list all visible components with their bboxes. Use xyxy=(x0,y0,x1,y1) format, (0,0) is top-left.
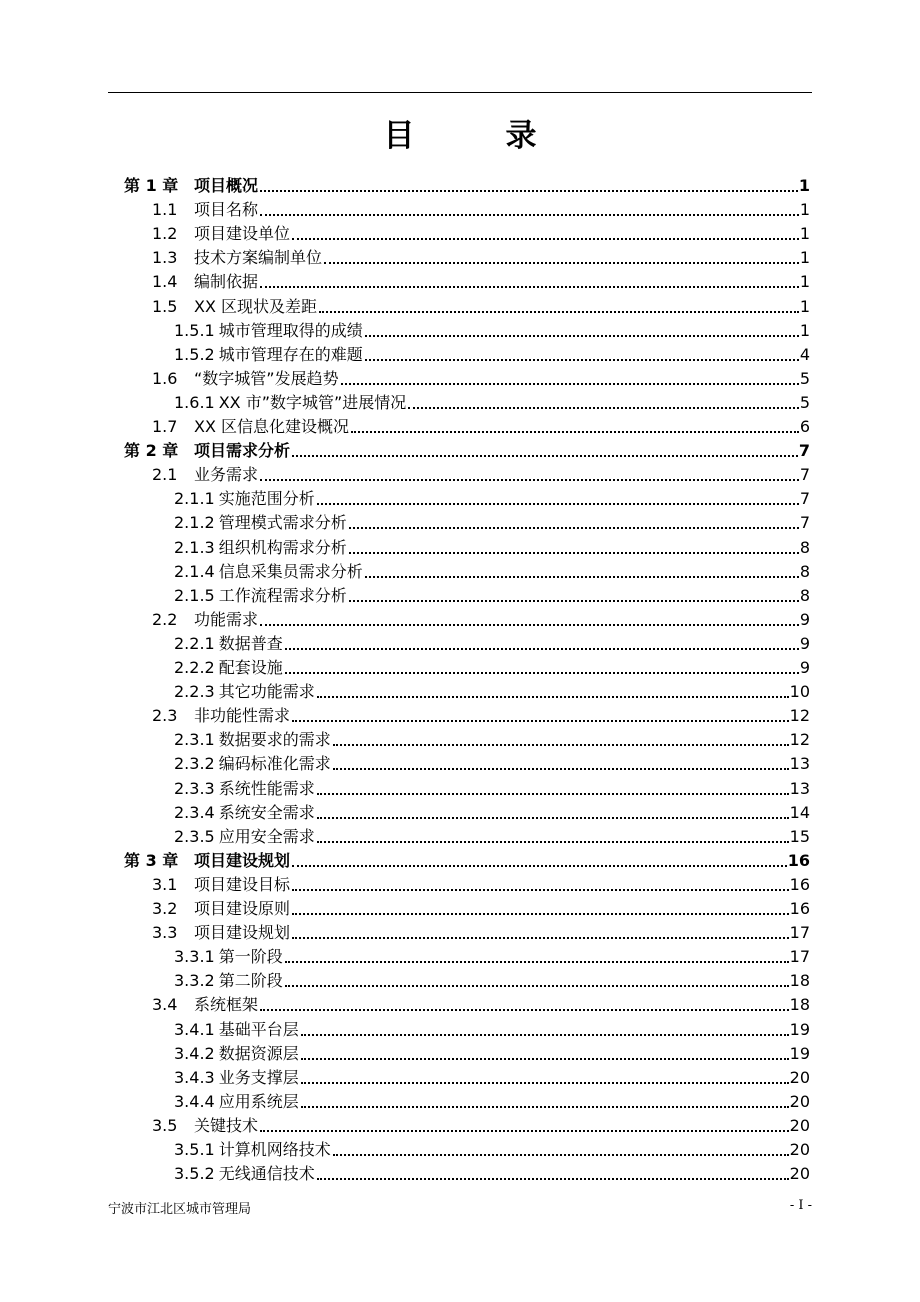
toc-entry-number: 2.3.2 xyxy=(174,754,215,774)
toc-dot-leader xyxy=(319,311,799,313)
toc-page-number: 16 xyxy=(789,874,810,894)
toc-entry-number: 2.3.1 xyxy=(174,730,215,750)
toc-page-number: 17 xyxy=(789,947,810,967)
toc-dot-leader xyxy=(285,961,789,963)
toc-entry-number: 3.4.3 xyxy=(174,1067,215,1087)
toc-entry-title: 计算机网络技术 xyxy=(218,1140,331,1159)
toc-entry-title: 技术方案编制单位 xyxy=(194,248,323,268)
toc-entry-number: 2.3.5 xyxy=(174,826,215,846)
toc-entry[interactable] xyxy=(174,1136,810,1160)
toc-entry-number: 1.1 xyxy=(152,200,178,220)
toc-dot-leader xyxy=(285,672,799,674)
toc-entry-number: 2.1 xyxy=(152,465,178,485)
toc-page-number: 8 xyxy=(799,585,810,605)
toc-dot-leader xyxy=(260,1130,789,1132)
toc-entry-number: 3.1 xyxy=(152,874,178,894)
footer-organization: 宁波市江北区城市管理局 xyxy=(108,1202,252,1217)
toc-entry-title: 基础平台层 xyxy=(218,1019,299,1039)
toc-entry[interactable] xyxy=(174,1040,810,1064)
footer-page-number: - I - xyxy=(789,1198,812,1213)
toc-page-number: 9 xyxy=(799,609,810,629)
toc-entry[interactable] xyxy=(174,823,810,847)
toc-entry-title: 项目概况 xyxy=(194,176,259,195)
toc-dot-leader xyxy=(324,262,799,264)
toc-dot-leader xyxy=(285,648,799,650)
toc-entry-title: 数据要求的需求 xyxy=(218,730,331,750)
toc-entry-title: 其它功能需求 xyxy=(218,682,315,702)
toc-entry[interactable] xyxy=(174,943,810,967)
toc-page-number: 4 xyxy=(799,344,810,364)
toc-page-number: 20 xyxy=(789,1140,810,1159)
toc-dot-leader xyxy=(341,383,799,385)
toc-entry-number: 1.5 xyxy=(152,296,178,316)
toc-dot-leader xyxy=(317,793,789,795)
toc-entry[interactable] xyxy=(152,895,810,919)
toc-entry-title: 项目建设目标 xyxy=(194,874,291,894)
toc-dot-leader xyxy=(408,407,799,409)
toc-page-number: 5 xyxy=(799,368,810,388)
toc-entry-title: 信息采集员需求分析 xyxy=(218,561,363,581)
toc-entry-title: 城市管理取得的成绩 xyxy=(218,320,363,340)
toc-entry[interactable] xyxy=(152,919,810,943)
toc-entry[interactable] xyxy=(152,293,810,317)
toc-entry-title: 配套设施 xyxy=(218,658,283,677)
toc-entry[interactable] xyxy=(152,196,810,220)
toc-entry[interactable] xyxy=(152,606,810,630)
toc-dot-leader xyxy=(301,1106,789,1108)
toc-entry-title: XX 市”数字城管”进展情况 xyxy=(218,392,407,412)
toc-page-number: 14 xyxy=(789,802,810,822)
toc-entry-title: 项目建设原则 xyxy=(194,899,291,918)
toc-dot-leader xyxy=(260,624,799,626)
toc-entry[interactable] xyxy=(174,967,810,991)
toc-dot-leader xyxy=(292,455,798,457)
toc-entry-number: 2.3.4 xyxy=(174,802,215,822)
toc-entry-title: 第一阶段 xyxy=(218,947,283,967)
toc-dot-leader xyxy=(301,1082,789,1084)
toc-page-number: 1 xyxy=(799,248,810,268)
toc-entry-number: 1.6 xyxy=(152,368,178,388)
toc-dot-leader xyxy=(365,576,799,578)
toc-entry-number: 第 1 章 xyxy=(124,176,179,195)
toc-entry-title: 城市管理存在的难题 xyxy=(218,344,363,364)
toc-entry[interactable] xyxy=(152,413,810,437)
toc-chapter-entry[interactable] xyxy=(124,172,810,196)
toc-page-number: 20 xyxy=(789,1091,810,1111)
toc-page-number: 1 xyxy=(799,320,810,340)
toc-entry[interactable] xyxy=(174,678,810,702)
toc-dot-leader xyxy=(333,744,789,746)
toc-entry-number: 2.1.4 xyxy=(174,561,215,581)
toc-page-number: 19 xyxy=(789,1019,810,1039)
toc-dot-leader xyxy=(260,286,799,288)
toc-entry-title: 编制依据 xyxy=(194,272,259,292)
page-title: 目 录 xyxy=(383,118,567,154)
toc-entry-number: 1.4 xyxy=(152,272,178,292)
toc-page-number: 9 xyxy=(799,633,810,653)
toc-chapter-entry[interactable] xyxy=(124,847,810,871)
toc-page-number: 16 xyxy=(787,850,810,870)
toc-dot-leader xyxy=(317,841,789,843)
toc-dot-leader xyxy=(292,865,787,867)
toc-entry-number: 1.5.1 xyxy=(174,320,215,340)
toc-entry-number: 3.5.1 xyxy=(174,1140,215,1159)
toc-entry-title: 组织机构需求分析 xyxy=(218,537,347,557)
toc-page-number: 18 xyxy=(789,995,810,1015)
toc-dot-leader xyxy=(317,817,789,819)
toc-dot-leader xyxy=(351,431,799,433)
toc-entry[interactable] xyxy=(152,1112,810,1136)
toc-page-number: 16 xyxy=(789,899,810,918)
toc-entry-number: 2.3.3 xyxy=(174,778,215,798)
toc-entry-number: 2.1.2 xyxy=(174,513,215,533)
toc-page-number: 17 xyxy=(789,923,810,943)
toc-entry[interactable] xyxy=(174,1064,810,1088)
toc-page-number: 12 xyxy=(789,706,810,726)
toc-entry-title: 无线通信技术 xyxy=(218,1164,315,1184)
toc-entry-number: 第 3 章 xyxy=(124,850,179,870)
toc-entry[interactable] xyxy=(174,389,810,413)
toc-entry[interactable] xyxy=(174,775,810,799)
toc-entry[interactable] xyxy=(174,1160,810,1184)
toc-dot-leader xyxy=(317,1178,789,1180)
toc-dot-leader xyxy=(333,1154,789,1156)
toc-entry-title: 第二阶段 xyxy=(218,971,283,991)
toc-entry[interactable] xyxy=(174,558,810,582)
toc-dot-leader xyxy=(349,600,799,602)
toc-entry-title: 项目需求分析 xyxy=(194,441,291,461)
toc-entry-title: 功能需求 xyxy=(194,609,259,629)
toc-entry-number: 3.4.1 xyxy=(174,1019,215,1039)
toc-dot-leader xyxy=(260,214,799,216)
toc-dot-leader xyxy=(317,696,789,698)
toc-page-number: 6 xyxy=(799,417,810,436)
toc-entry-title: 系统框架 xyxy=(194,995,259,1015)
toc-entry-title: XX 区信息化建设概况 xyxy=(194,417,350,436)
toc-dot-leader xyxy=(292,238,799,240)
toc-dot-leader xyxy=(317,503,799,505)
toc-entry-number: 1.7 xyxy=(152,417,178,436)
toc-entry[interactable] xyxy=(174,1088,810,1112)
toc-entry-title: 系统性能需求 xyxy=(218,778,315,798)
toc-entry[interactable] xyxy=(174,1016,810,1040)
toc-entry[interactable] xyxy=(152,220,810,244)
toc-page-number: 10 xyxy=(789,682,810,702)
toc-dot-leader xyxy=(301,1058,789,1060)
toc-page-number: 8 xyxy=(799,561,810,581)
toc-entry-number: 3.4 xyxy=(152,995,178,1015)
toc-entry-number: 3.5 xyxy=(152,1115,178,1135)
toc-entry-number: 2.3 xyxy=(152,706,178,726)
toc-entry[interactable] xyxy=(152,461,810,485)
toc-page-number: 7 xyxy=(799,513,810,533)
toc-entry-number: 第 2 章 xyxy=(124,441,179,461)
toc-entry-number: 2.2.2 xyxy=(174,658,215,677)
toc-page-number: 8 xyxy=(799,537,810,557)
toc-entry-title: 业务需求 xyxy=(194,465,259,485)
toc-entry-number: 2.1.3 xyxy=(174,537,215,557)
toc-entry-number: 2.2 xyxy=(152,609,178,629)
toc-entry-number: 3.4.2 xyxy=(174,1043,215,1063)
toc-page-number: 12 xyxy=(789,730,810,750)
toc-page-number: 1 xyxy=(798,176,810,195)
toc-dot-leader xyxy=(292,889,789,891)
toc-page-number: 5 xyxy=(799,392,810,412)
toc-entry-number: 3.3.2 xyxy=(174,971,215,991)
toc-dot-leader xyxy=(285,985,789,987)
toc-entry[interactable] xyxy=(174,485,810,509)
toc-entry[interactable] xyxy=(174,509,810,533)
toc-page-number: 13 xyxy=(789,754,810,774)
toc-entry-number: 2.2.1 xyxy=(174,633,215,653)
toc-entry-title: 实施范围分析 xyxy=(218,489,315,509)
toc-entry-title: 项目名称 xyxy=(194,200,259,220)
header-rule xyxy=(108,92,812,93)
toc-entry-number: 2.1.5 xyxy=(174,585,215,605)
toc-page-number: 7 xyxy=(798,441,810,461)
toc-dot-leader xyxy=(365,359,799,361)
toc-entry-number: 3.2 xyxy=(152,899,178,918)
toc-entry-title: 应用系统层 xyxy=(218,1091,299,1111)
toc-page-number: 20 xyxy=(789,1164,810,1184)
toc-page-number: 20 xyxy=(789,1067,810,1087)
toc-entry-title: 项目建设规划 xyxy=(194,923,291,943)
toc-dot-leader xyxy=(365,335,799,337)
toc-entry[interactable] xyxy=(174,534,810,558)
toc-entry-title: 项目建设规划 xyxy=(194,850,291,870)
toc-entry[interactable] xyxy=(152,871,810,895)
toc-entry-title: 非功能性需求 xyxy=(194,706,291,726)
toc-entry-title: XX 区现状及差距 xyxy=(194,296,318,316)
toc-chapter-entry[interactable] xyxy=(124,437,810,461)
toc-entry[interactable] xyxy=(174,750,810,774)
toc-entry[interactable] xyxy=(174,341,810,365)
toc-entry-number: 3.4.4 xyxy=(174,1091,215,1111)
toc-entry-number: 2.2.3 xyxy=(174,682,215,702)
toc-dot-leader xyxy=(349,527,799,529)
toc-entry-title: 管理模式需求分析 xyxy=(218,513,347,533)
toc-entry-number: 1.3 xyxy=(152,248,178,268)
toc-entry-title: 应用安全需求 xyxy=(218,826,315,846)
toc-entry[interactable] xyxy=(174,726,810,750)
toc-entry-title: 编码标准化需求 xyxy=(218,754,331,774)
toc-entry-title: 系统安全需求 xyxy=(218,802,315,822)
toc-entry[interactable] xyxy=(152,991,810,1015)
toc-entry[interactable] xyxy=(174,582,810,606)
toc-page-number: 13 xyxy=(789,778,810,798)
toc-entry-title: 业务支撑层 xyxy=(218,1067,299,1087)
toc-page-number: 19 xyxy=(789,1043,810,1063)
toc-entry[interactable] xyxy=(174,630,810,654)
toc-entry[interactable] xyxy=(152,268,810,292)
toc-dot-leader xyxy=(292,720,789,722)
toc-entry[interactable] xyxy=(152,365,810,389)
toc-entry[interactable] xyxy=(174,799,810,823)
toc-entry-number: 3.3 xyxy=(152,923,178,943)
toc-entry-title: 项目建设单位 xyxy=(194,224,291,244)
toc-page-number: 1 xyxy=(799,296,810,316)
toc-entry[interactable] xyxy=(152,702,810,726)
toc-entry-number: 3.5.2 xyxy=(174,1164,215,1184)
toc-dot-leader xyxy=(292,937,789,939)
toc-entry-number: 2.1.1 xyxy=(174,489,215,509)
toc-dot-leader xyxy=(292,913,789,915)
toc-page-number: 18 xyxy=(789,971,810,991)
toc-dot-leader xyxy=(260,479,799,481)
toc-dot-leader xyxy=(301,1034,789,1036)
toc-entry-title: 关键技术 xyxy=(194,1115,259,1135)
toc-page-number: 7 xyxy=(799,465,810,485)
toc-entry[interactable] xyxy=(174,654,810,678)
toc-dot-leader xyxy=(349,552,799,554)
toc-entry-number: 1.6.1 xyxy=(174,392,215,412)
toc-dot-leader xyxy=(333,768,789,770)
toc-page-number: 7 xyxy=(799,489,810,509)
toc-entry-title: 数据资源层 xyxy=(218,1043,299,1063)
toc-page-number: 1 xyxy=(799,200,810,220)
toc-entry-title: “数字城管”发展趋势 xyxy=(194,368,339,388)
toc-page-number: 1 xyxy=(799,224,810,244)
toc-page-number: 9 xyxy=(799,658,810,677)
toc-entry[interactable] xyxy=(174,317,810,341)
toc-entry-number: 1.2 xyxy=(152,224,178,244)
toc-entry-number: 1.5.2 xyxy=(174,344,215,364)
toc-dot-leader xyxy=(260,1009,789,1011)
toc-page-number: 20 xyxy=(789,1115,810,1135)
toc-entry-number: 3.3.1 xyxy=(174,947,215,967)
toc-entry-title: 数据普查 xyxy=(218,633,283,653)
toc-entry-title: 工作流程需求分析 xyxy=(218,585,347,605)
toc-dot-leader xyxy=(260,190,798,192)
toc-page-number: 1 xyxy=(799,272,810,292)
toc-page-number: 15 xyxy=(789,826,810,846)
toc-entry[interactable] xyxy=(152,244,810,268)
